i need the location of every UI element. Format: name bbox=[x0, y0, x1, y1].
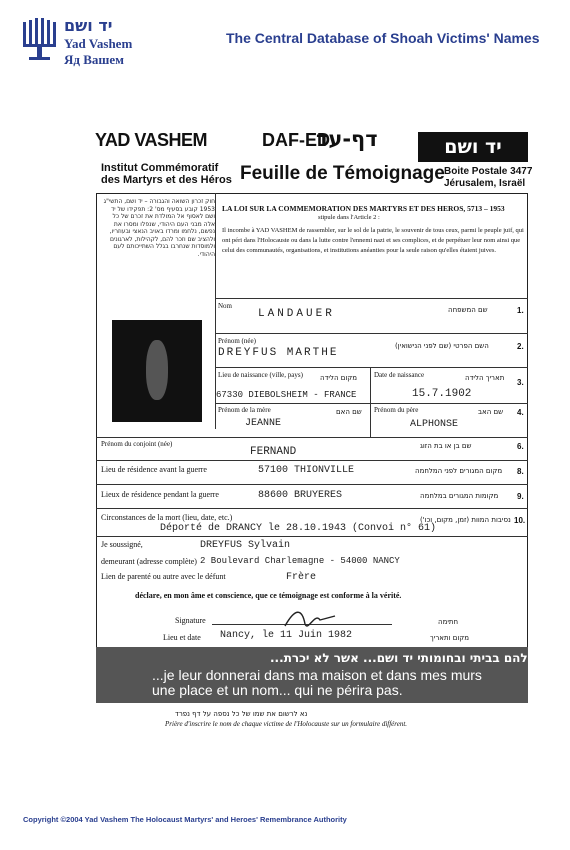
banner-french-line2: une place et un nom... qui ne périra pas. bbox=[152, 682, 403, 698]
divider bbox=[96, 536, 528, 537]
date-naissance-label: Date de naissance bbox=[374, 371, 425, 379]
divider bbox=[96, 460, 528, 461]
pere-hebrew: שם האב bbox=[478, 408, 504, 416]
prenom-value: DREYFUS MARTHE bbox=[218, 347, 339, 359]
residence-pendant-label: Lieux de résidence pendant la guerre bbox=[101, 490, 219, 499]
field-number: 9. bbox=[517, 492, 524, 501]
lieu-naissance-hebrew: מקום הלידה bbox=[320, 374, 358, 382]
divider bbox=[370, 367, 371, 437]
soussigne-value: DREYFUS Sylvain bbox=[200, 540, 291, 551]
date-naissance-value: 15.7.1902 bbox=[412, 388, 472, 400]
logo-russian: Яд Вашем bbox=[64, 52, 124, 67]
mere-label: Prénom de la mère bbox=[218, 406, 271, 414]
yad-vashem-logo[interactable] bbox=[20, 14, 160, 74]
mere-value: JEANNE bbox=[245, 418, 282, 429]
prenom-hebrew: השם הפרטי (שם לפני הנישואין) bbox=[395, 342, 489, 350]
site-title: The Central Database of Shoah Victims' Names bbox=[226, 30, 540, 46]
signature-label: Signature bbox=[175, 616, 206, 625]
yad-vashem-seal: יד ושם bbox=[418, 132, 528, 162]
field-number: 4. bbox=[517, 408, 524, 417]
residence-avant-label: Lieu de résidence avant la guerre bbox=[101, 465, 207, 474]
pere-value: ALPHONSE bbox=[410, 419, 459, 430]
signature-hebrew: חתימה bbox=[438, 618, 459, 626]
footer-hebrew: נא לרשום את שמו של כל נספה על דף נפרד bbox=[175, 710, 308, 718]
divider bbox=[215, 403, 528, 404]
nom-label: Nom bbox=[218, 302, 232, 310]
lieu-date-label: Lieu et date bbox=[163, 633, 201, 642]
declaration-text: déclare, en mon âme et conscience, que ce témoignage est conforme à la vérité. bbox=[135, 591, 402, 600]
law-text: Il incombe à YAD VASHEM de rassembler, sur le sol de la patrie, le souvenir de tous ceux, parmi le peuple juif, qui ont péri dans l'Holocauste ou dans la lutte contre l'ennemi nazi et ses complices, et de perpétuer leur nom ainsi que celui des communautés, organisations, et institutions anéanties pour la seule raison qu'elles étaient juives. bbox=[222, 227, 524, 254]
divider bbox=[215, 333, 528, 334]
lieu-date-value: Nancy, le 11 Juin 1982 bbox=[220, 630, 353, 641]
footer-french: Prière d'inscrire le nom de chaque victime de l'Holocauste sur un formulaire différent. bbox=[165, 720, 408, 728]
prenom-label: Prénom (née) bbox=[218, 337, 256, 345]
residence-avant-value: 57100 THIONVILLE bbox=[258, 465, 355, 476]
logo-hebrew: יד ושם bbox=[64, 16, 113, 35]
conjoint-hebrew: שם בן או בת הזוג bbox=[420, 442, 472, 450]
institute-line1: Institut Commémoratif bbox=[101, 162, 219, 174]
divider bbox=[96, 437, 528, 438]
divider bbox=[215, 298, 528, 299]
mort-value: Déporté de DRANCY le 28.10.1943 (Convoi n° 61) bbox=[160, 523, 437, 534]
lieu-date-hebrew: מקום ותאריך bbox=[430, 634, 469, 642]
divider bbox=[96, 484, 528, 485]
victim-photo bbox=[112, 320, 202, 422]
field-number: 2. bbox=[517, 342, 524, 351]
date-naissance-hebrew: תאריך הלידה bbox=[465, 374, 505, 382]
dafed-hebrew: דף-עד bbox=[316, 127, 378, 151]
field-number: 8. bbox=[517, 467, 524, 476]
po-box: Boite Postale 3477 bbox=[444, 166, 533, 177]
law-title: LA LOI SUR LA COMMEMORATION DES MARTYRS ET DES HEROS, 5713 – 1953 bbox=[222, 204, 505, 213]
lieu-naissance-label: Lieu de naissance (ville, pays) bbox=[218, 371, 303, 379]
residence-avant-hebrew: מקום המגורים לפני המלחמה bbox=[415, 467, 503, 475]
field-number: 10. bbox=[514, 516, 526, 525]
law-subtitle: stipule dans l'Article 2 : bbox=[318, 214, 380, 221]
dafed-title: DAF-ED bbox=[262, 130, 330, 150]
menorah-icon bbox=[20, 18, 58, 62]
residence-pendant-value: 88600 BRUYERES bbox=[258, 490, 343, 501]
soussigne-label: Je soussigné, bbox=[101, 540, 143, 549]
city: Jérusalem, Israël bbox=[444, 178, 526, 189]
mort-hebrew: נסיבות המוות (זמן, מקום, וכו') bbox=[420, 516, 511, 524]
adresse-label: demeurant (adresse complète) bbox=[101, 557, 197, 566]
conjoint-value: FERNAND bbox=[250, 446, 297, 458]
sheet-title: Feuille de Témoignage bbox=[240, 163, 445, 184]
institute-line2: des Martyrs et des Héros bbox=[101, 174, 232, 186]
divider bbox=[215, 367, 528, 368]
copyright-notice: Copyright ©2004 Yad Vashem The Holocaust Martyrs' and Heroes' Remembrance Authority bbox=[23, 815, 347, 824]
field-number: 6. bbox=[517, 442, 524, 451]
field-number: 1. bbox=[517, 306, 524, 315]
pere-label: Prénom du père bbox=[374, 406, 419, 414]
nom-value: LANDAUER bbox=[258, 308, 335, 320]
parente-value: Frère bbox=[286, 572, 317, 583]
mere-hebrew: שם האם bbox=[336, 408, 362, 416]
banner-french-line1: ...je leur donnerai dans ma maison et dans mes murs bbox=[152, 667, 482, 683]
banner-hebrew: ...ונתתי להם בביתי ובחומותי יד ושם... אשר לא יכרת. bbox=[270, 651, 566, 665]
form-title: YAD VASHEM bbox=[95, 130, 208, 150]
divider bbox=[96, 508, 528, 509]
parente-label: Lien de parenté ou autre avec le défunt bbox=[101, 572, 226, 581]
lieu-naissance-value: 67330 DIEBOLSHEIM - FRANCE bbox=[216, 390, 357, 400]
adresse-value: 2 Boulevard Charlemagne - 54000 NANCY bbox=[200, 556, 400, 566]
conjoint-label: Prénom du conjoint (née) bbox=[101, 440, 173, 448]
nom-hebrew: שם המשפחה bbox=[448, 306, 488, 314]
mort-label: Circonstances de la mort (lieu, date, etc.) bbox=[101, 513, 233, 522]
hebrew-law-text: חוק זכרון השואה והגבורה – יד ושם, התשי"ג 1953 קובע בסעיף מס' 2: תפקידו של יד ושם לאסוף אל המולדת את זכרם של כל אלה מבני העם היהודי, שנפלו ומסרו את נפשם, נלחמו ומרדו באויב הנאצי ובעוזריו, ולהציב שם וזכר להם, לקהילות, לארגונים ולמוסדות שנחרבו בגלל השתייכותם לעם היהודי. bbox=[103, 198, 215, 258]
field-number: 3. bbox=[517, 378, 524, 387]
residence-pendant-hebrew: מקומות המגורים במלחמה bbox=[420, 492, 499, 500]
logo-english: Yad Vashem bbox=[64, 36, 133, 51]
